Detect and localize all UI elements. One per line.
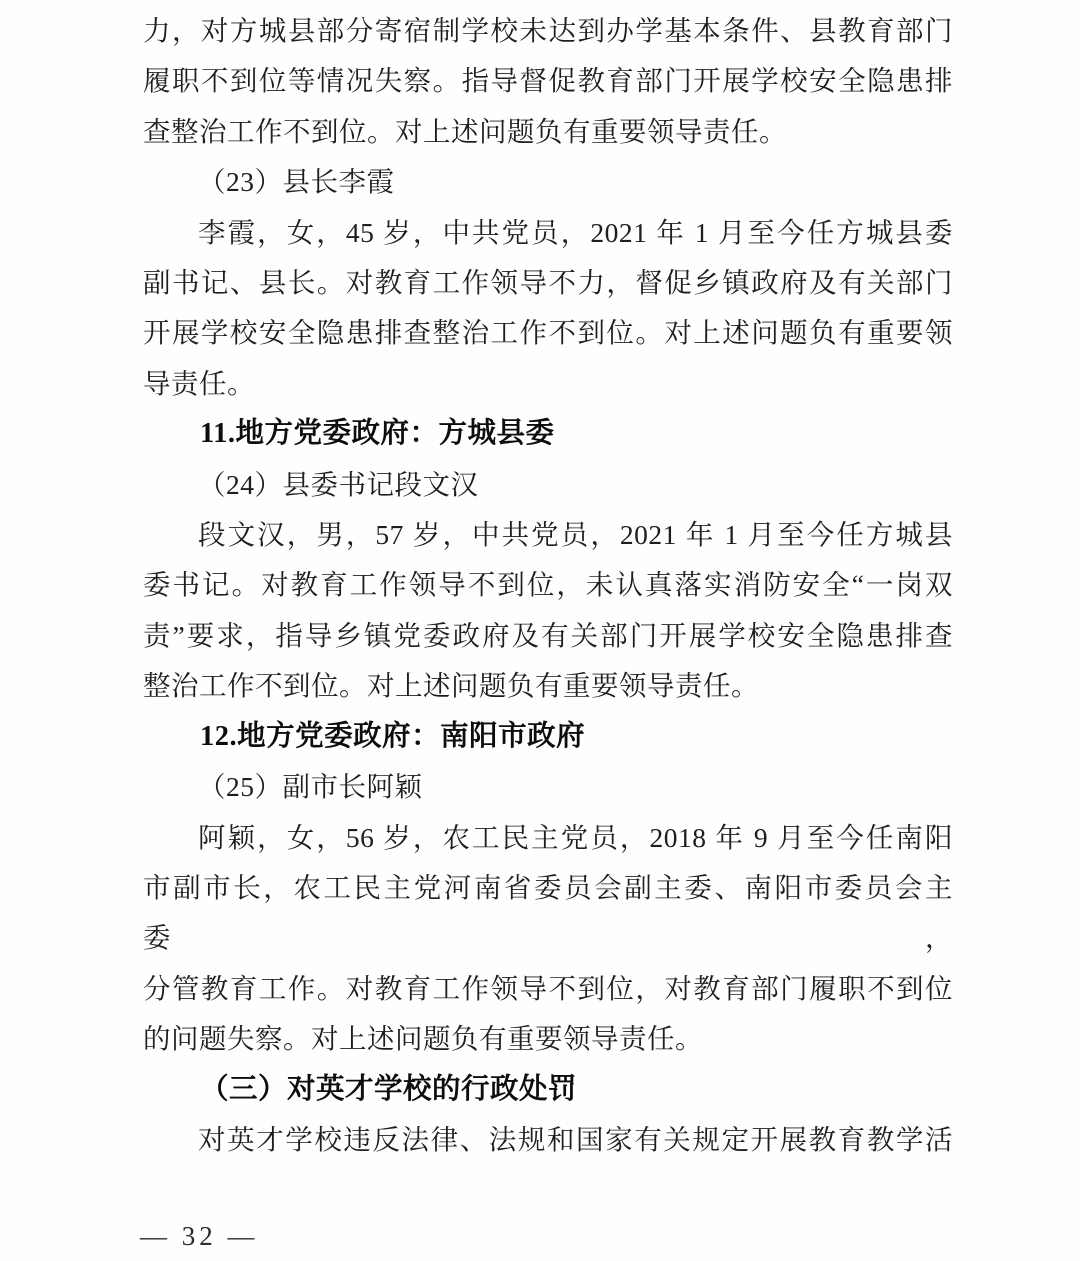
text-line: 李霞，女，45 岁，中共党员，2021 年 1 月至今任方城县委 [198, 216, 953, 248]
text-line: （24）县委书记段文汉 [198, 468, 479, 500]
text-line: 责”要求，指导乡镇党委政府及有关部门开展学校安全隐患排查 [143, 619, 953, 651]
text-line: 的问题失察。对上述问题负有重要领导责任。 [143, 1023, 703, 1055]
text-line: 履职不到位等情况失察。指导督促教育部门开展学校安全隐患排 [143, 65, 953, 97]
text-line: 整治工作不到位。对上述问题负有重要领导责任。 [143, 670, 759, 702]
text-line: 对英才学校违反法律、法规和国家有关规定开展教育教学活 [198, 1123, 953, 1155]
page-footer [140, 1216, 259, 1256]
page-number: — 32 — [140, 1220, 259, 1251]
text-line: （23）县长李霞 [198, 166, 395, 198]
text-line: 段文汉，男，57 岁，中共党员，2021 年 1 月至今任方城县 [198, 519, 953, 551]
text-line: 查整治工作不到位。对上述问题负有重要领导责任。 [143, 115, 787, 147]
section-heading: 12.地方党委政府：南阳市政府 [200, 720, 586, 752]
text-line: 副书记、县长。对教育工作领导不力，督促乡镇政府及有关部门 [143, 267, 953, 299]
section-heading: 11.地方党委政府：方城县委 [200, 418, 555, 450]
text-line: 导责任。 [143, 367, 255, 399]
text-line: 市副市长，农工民主党河南省委员会副主委、南阳市委员会主委， [143, 871, 953, 954]
text-line: 开展学校安全隐患排查整治工作不到位。对上述问题负有重要领 [143, 317, 953, 349]
document-body [143, 6, 953, 1165]
text-line: 分管教育工作。对教育工作领导不到位，对教育部门履职不到位 [143, 972, 953, 1004]
section-heading: （三）对英才学校的行政处罚 [200, 1073, 578, 1105]
text-line: 委书记。对教育工作领导不到位，未认真落实消防安全“一岗双 [143, 569, 953, 601]
text-line: （25）副市长阿颖 [198, 771, 423, 803]
text-line: 阿颖，女，56 岁，农工民主党员，2018 年 9 月至今任南阳 [198, 821, 953, 853]
text-line: 力，对方城县部分寄宿制学校未达到办学基本条件、县教育部门 [143, 15, 953, 46]
